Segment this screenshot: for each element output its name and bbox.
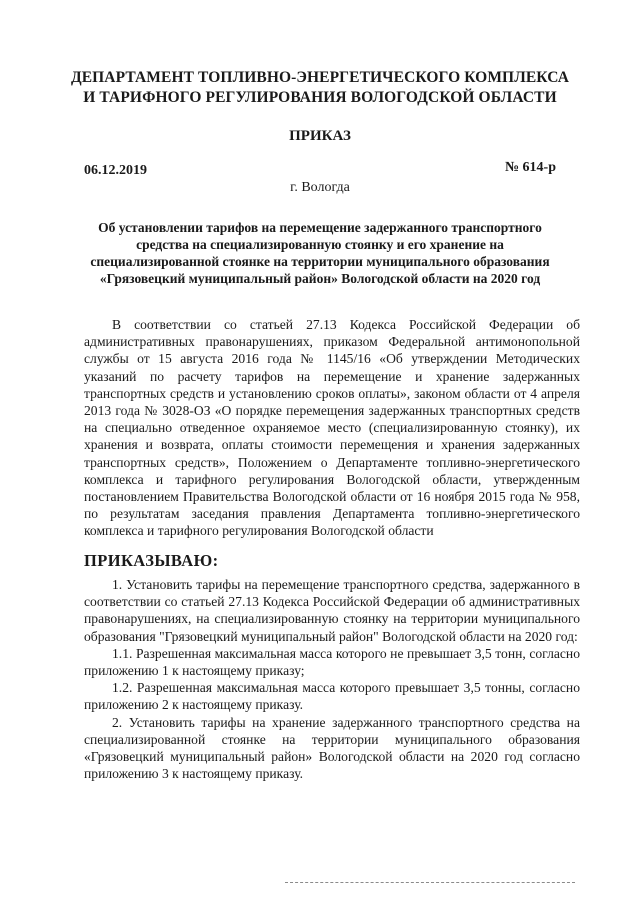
department-header xyxy=(60,68,580,108)
department-header-line-2: И ТАРИФНОГО РЕГУЛИРОВАНИЯ ВОЛОГОДСКОЙ ОБЛАСТИ xyxy=(83,89,557,106)
order-points xyxy=(84,576,580,782)
order-directive-word: ПРИКАЗЫВАЮ: xyxy=(84,551,219,570)
document-type-title: ПРИКАЗ xyxy=(289,128,351,144)
document-number: № 614-р xyxy=(504,160,556,175)
preamble-paragraph: В соответствии со статьей 27.13 Кодекса Российской Федерации об административных правонарушениях, приказом Федеральной антимонопольной службы от 15 августа 2016 года № 1145/16 «Об утверждении Методических указаний по расчету тарифов на перемещение и хранение задержанных транспортных средств и установлению сроков оплаты», законом области от 4 апреля 2013 года № 3028-ОЗ «О порядке перемещения задержанных транспортных средств на специально отведенное охраняемое место (специализированную стоянку), их хранения и возврата, оплаты стоимости перемещения и хранения задержанных транспортных средств», Положением о Департаменте топливно-энергетического комплекса и тарифного регулирования Вологодской области, утвержденным постановлением Правительства Вологодской области от 16 ноября 2015 года № 958, по результатам заседания правления Департамента топливно-энергетического комплекса и тарифного регулирования Вологодской области xyxy=(84,317,580,539)
footer-divider xyxy=(285,882,575,883)
document-subject: Об установлении тарифов на перемещение задержанного транспортного средства на специализированную стоянку и его хранение на специализированной стоянке на территории муниципального образования «Грязовецкий муниципальный район» Вологодской области на 2020 год xyxy=(90,220,550,286)
order-point-2: 2. Установить тарифы на хранение задержанного транспортного средства на специализированной стоянке на территории муниципального образования «Грязовецкий муниципальный район» Вологодской области на 2020 год согласно приложению 3 к настоящему приказу. xyxy=(84,714,580,782)
order-point-1-1: 1.1. Разрешенная максимальная масса которого не превышает 3,5 тонн, согласно приложению 1 к настоящему приказу; xyxy=(84,645,580,679)
document-date: 06.12.2019 xyxy=(84,163,147,178)
document-city: г. Вологда xyxy=(290,180,350,195)
order-point-1-2: 1.2. Разрешенная максимальная масса которого превышает 3,5 тонны, согласно приложению 2 к настоящему приказу. xyxy=(84,680,580,713)
order-point-1: 1. Установить тарифы на перемещение транспортного средства, задержанного в соответствии со статьей 27.13 Кодекса Российской Федерации об административных правонарушениях, на специализированную стоянку на территории муниципального образования "Грязовецкий муниципальный район" Вологодской области на 2020 год: xyxy=(84,577,580,644)
department-header-line-1: ДЕПАРТАМЕНТ ТОПЛИВНО-ЭНЕРГЕТИЧЕСКОГО КОМПЛЕКСА xyxy=(70,69,570,86)
